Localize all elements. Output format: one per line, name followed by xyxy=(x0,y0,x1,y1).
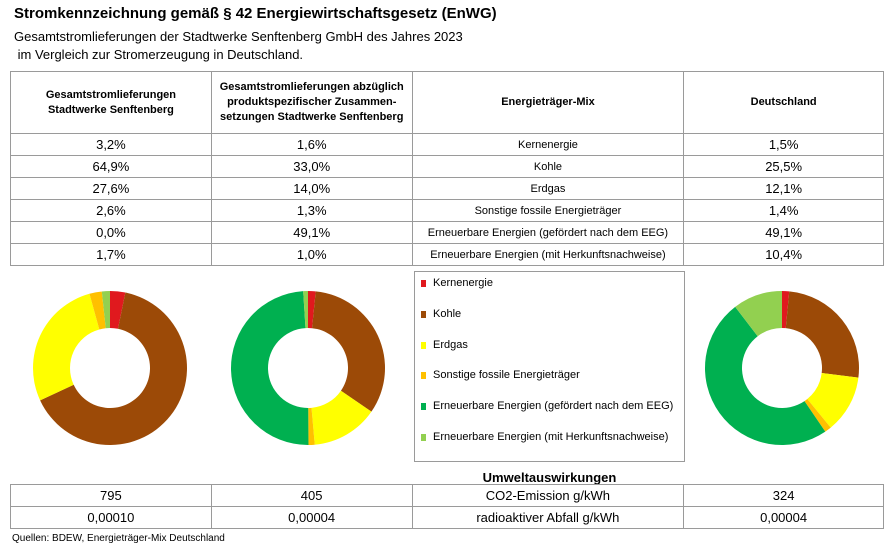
legend-item xyxy=(421,430,683,445)
sources-note: Quellen: BDEW, Energieträger-Mix Deutschland xyxy=(12,533,225,544)
donut-slice-kohle xyxy=(312,291,385,411)
table-cell: 0,00010 xyxy=(11,507,212,529)
donut-chart-senftenberg-total xyxy=(30,288,190,448)
header-energy-carrier: Energieträger-Mix xyxy=(412,72,684,134)
table-row xyxy=(11,244,884,266)
header-senftenberg-residual: Gesamtstromlieferungen abzüglich produktspezifischer Zusammen- setzungen Stadtwerke Senftenberg xyxy=(211,72,412,134)
subtitle-line-1: Gesamtstromlieferungen der Stadtwerke Senftenberg GmbH des Jahres 2023 xyxy=(14,29,463,44)
table-cell: 3,2% xyxy=(11,134,212,156)
table-cell: Erneuerbare Energien (gefördert nach dem EEG) xyxy=(412,222,684,244)
table-cell: CO2-Emission g/kWh xyxy=(412,485,684,507)
chart-legend xyxy=(414,271,685,462)
table-row xyxy=(11,485,884,507)
table-cell: 0,0% xyxy=(11,222,212,244)
table-cell: 12,1% xyxy=(684,178,884,200)
legend-label: Sonstige fossile Energieträger xyxy=(433,369,580,381)
donut-slice-erneuerbare-energien-gefördert-nach-dem-eeg xyxy=(231,291,308,445)
table-row xyxy=(11,134,884,156)
legend-label: Erneuerbare Energien (mit Herkunftsnachweise) xyxy=(433,431,669,443)
legend-label: Kernenergie xyxy=(433,277,493,289)
donut-slice-erdgas xyxy=(33,294,99,401)
table-cell: 1,5% xyxy=(684,134,884,156)
table-cell: 10,4% xyxy=(684,244,884,266)
table-cell: 49,1% xyxy=(684,222,884,244)
table-cell: 1,0% xyxy=(211,244,412,266)
donut-slice-kohle xyxy=(786,291,859,377)
legend-item xyxy=(421,307,683,322)
page-subtitle xyxy=(14,28,463,64)
header-germany: Deutschland xyxy=(684,72,884,134)
table-cell: 0,00004 xyxy=(211,507,412,529)
table-cell: 27,6% xyxy=(11,178,212,200)
legend-label: Erdgas xyxy=(433,339,468,351)
donut-chart-germany xyxy=(702,288,862,448)
table-row xyxy=(11,178,884,200)
table-cell: Sonstige fossile Energieträger xyxy=(412,200,684,222)
page-title: Stromkennzeichnung gemäß § 42 Energiewirtschaftsgesetz (EnWG) xyxy=(14,5,497,22)
table-cell: 795 xyxy=(11,485,212,507)
environment-table xyxy=(10,484,884,529)
table-cell: 324 xyxy=(684,485,884,507)
table-cell: 33,0% xyxy=(211,156,412,178)
legend-label: Erneuerbare Energien (gefördert nach dem EEG) xyxy=(433,400,674,412)
legend-item xyxy=(421,276,683,291)
table-cell: radioaktiver Abfall g/kWh xyxy=(412,507,684,529)
legend-swatch xyxy=(421,372,426,379)
table-cell: 1,7% xyxy=(11,244,212,266)
energy-mix-table xyxy=(10,71,884,266)
legend-item xyxy=(421,399,683,414)
table-row xyxy=(11,507,884,529)
table-header-row xyxy=(11,72,884,134)
legend-label: Kohle xyxy=(433,308,462,320)
legend-item xyxy=(421,368,683,383)
legend-swatch xyxy=(421,280,426,287)
table-cell: Erneuerbare Energien (mit Herkunftsnachweise) xyxy=(412,244,684,266)
table-row xyxy=(11,200,884,222)
table-cell: 0,00004 xyxy=(684,507,884,529)
table-cell: 49,1% xyxy=(211,222,412,244)
donut-chart-senftenberg-residual xyxy=(228,288,388,448)
table-row xyxy=(11,156,884,178)
legend-swatch xyxy=(421,403,426,410)
table-cell: 1,6% xyxy=(211,134,412,156)
table-cell: 405 xyxy=(211,485,412,507)
table-cell: 2,6% xyxy=(11,200,212,222)
legend-swatch xyxy=(421,342,426,349)
table-cell: 25,5% xyxy=(684,156,884,178)
table-row xyxy=(11,222,884,244)
table-cell: 64,9% xyxy=(11,156,212,178)
table-cell: Erdgas xyxy=(412,178,684,200)
legend-swatch xyxy=(421,311,426,318)
table-cell: 1,3% xyxy=(211,200,412,222)
table-cell: Kernenergie xyxy=(412,134,684,156)
header-senftenberg-total: Gesamtstromlieferungen Stadtwerke Senftenberg xyxy=(11,72,212,134)
legend-swatch xyxy=(421,434,426,441)
legend-item xyxy=(421,338,683,353)
environment-title: Umweltauswirkungen xyxy=(482,470,617,485)
subtitle-line-2: im Vergleich zur Stromerzeugung in Deutschland. xyxy=(14,47,304,62)
table-cell: Kohle xyxy=(412,156,684,178)
table-cell: 14,0% xyxy=(211,178,412,200)
table-cell: 1,4% xyxy=(684,200,884,222)
